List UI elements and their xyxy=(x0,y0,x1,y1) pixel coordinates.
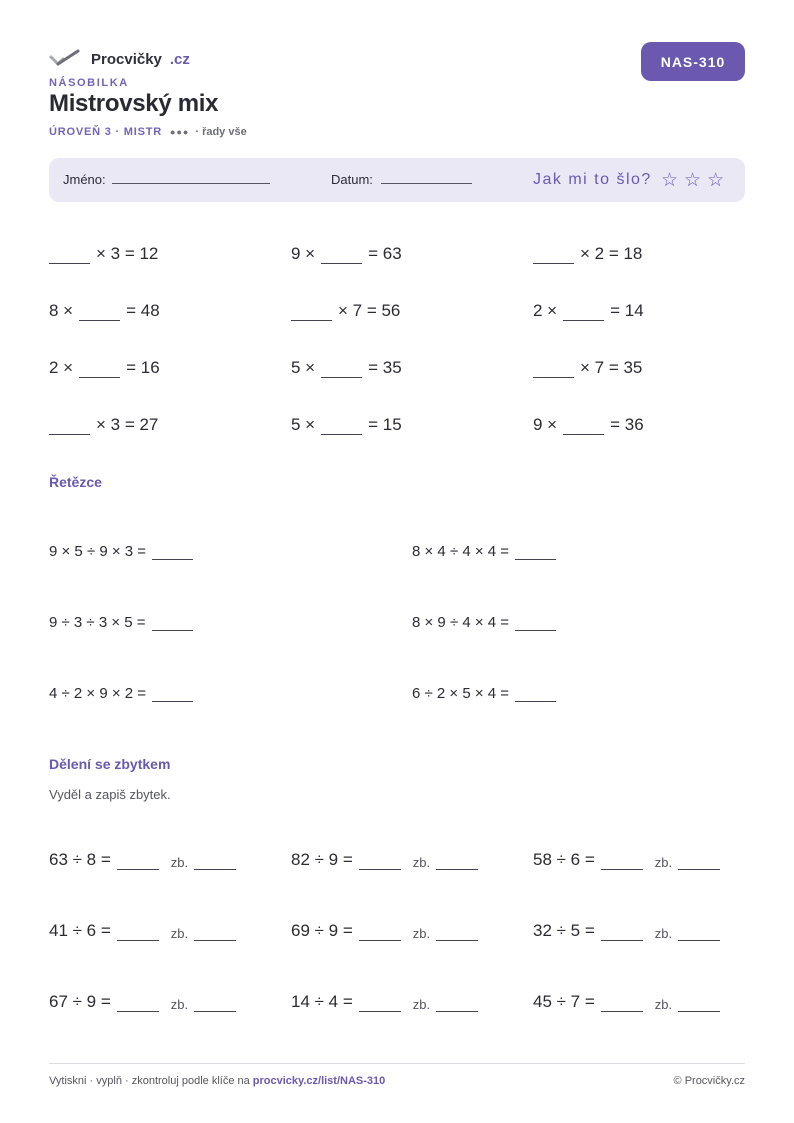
remainder-label: zb. xyxy=(170,855,189,870)
multiplication-problem xyxy=(291,356,402,378)
chain-expression: 8 × 9 ÷ 4 × 4 = xyxy=(412,614,510,631)
answer-blank[interactable] xyxy=(79,303,120,321)
problem-right: = 63 xyxy=(368,244,402,263)
answer-blank[interactable] xyxy=(49,246,90,264)
problem-right: × 7 = 56 xyxy=(338,301,401,320)
division-problem xyxy=(533,990,726,1012)
problem-right: × 3 = 27 xyxy=(96,415,159,434)
answer-blank[interactable] xyxy=(533,360,574,378)
division-problem xyxy=(49,919,242,941)
multiplication-problem xyxy=(533,356,642,378)
quotient-blank[interactable] xyxy=(601,923,643,941)
chain-expression: 4 ÷ 2 × 9 × 2 = xyxy=(49,685,147,702)
answer-blank[interactable] xyxy=(152,542,193,560)
chain-problem xyxy=(49,540,199,560)
chain-problem xyxy=(412,682,562,702)
remainder-label: zb. xyxy=(654,926,673,941)
answer-blank[interactable] xyxy=(515,542,556,560)
answer-blank[interactable] xyxy=(152,613,193,631)
quotient-blank[interactable] xyxy=(117,852,159,870)
footer-link[interactable]: procvicky.cz/list/NAS-310 xyxy=(252,1075,386,1087)
answer-blank[interactable] xyxy=(321,417,362,435)
division-problem xyxy=(49,990,242,1012)
worksheet-code-badge: NAS-310 xyxy=(641,42,745,81)
problem-right: = 14 xyxy=(610,301,644,320)
answer-blank[interactable] xyxy=(291,303,332,321)
page-title: Mistrovský mix xyxy=(49,90,219,117)
remainder-label: zb. xyxy=(412,926,431,941)
problem-right: × 3 = 12 xyxy=(96,244,159,263)
remainder-label: zb. xyxy=(170,926,189,941)
division-problem xyxy=(291,919,484,941)
chain-problem xyxy=(49,682,199,702)
remainder-label: zb. xyxy=(412,855,431,870)
answer-blank[interactable] xyxy=(515,613,556,631)
footer-copyright: © Procvičky.cz xyxy=(673,1075,745,1087)
division-expression: 14 ÷ 4 = xyxy=(291,992,353,1011)
problem-left: 9 × xyxy=(533,415,558,434)
problem-right: = 16 xyxy=(126,358,160,377)
division-problem xyxy=(533,919,726,941)
remainder-blank[interactable] xyxy=(436,923,478,941)
quotient-blank[interactable] xyxy=(359,852,401,870)
problem-right: = 15 xyxy=(368,415,402,434)
logo-tld: .cz xyxy=(169,50,190,68)
remainder-blank[interactable] xyxy=(194,994,236,1012)
footer-note xyxy=(49,1075,385,1087)
answer-blank[interactable] xyxy=(563,417,604,435)
quotient-blank[interactable] xyxy=(359,994,401,1012)
problem-left: 9 × xyxy=(291,244,316,263)
answer-blank[interactable] xyxy=(79,360,120,378)
problem-right: × 2 = 18 xyxy=(580,244,643,263)
remainder-blank[interactable] xyxy=(436,994,478,1012)
division-expression: 69 ÷ 9 = xyxy=(291,921,353,940)
remainder-label: zb. xyxy=(654,997,673,1012)
level-label: ÚROVEŇ 3 · MISTR xyxy=(49,126,163,138)
division-section-title: Dělení se zbytkem xyxy=(49,756,171,772)
division-problem xyxy=(291,990,484,1012)
chain-problem xyxy=(412,540,562,560)
chain-expression: 6 ÷ 2 × 5 × 4 = xyxy=(412,685,510,702)
multiplication-problem xyxy=(291,413,402,435)
multiplication-problem xyxy=(533,242,642,264)
problem-right: = 35 xyxy=(368,358,402,377)
division-problem xyxy=(533,848,726,870)
multiplication-problem xyxy=(291,242,402,264)
remainder-blank[interactable] xyxy=(194,852,236,870)
problem-right: × 7 = 35 xyxy=(580,358,643,377)
problem-left: 5 × xyxy=(291,415,316,434)
division-expression: 58 ÷ 6 = xyxy=(533,850,595,869)
division-expression: 67 ÷ 9 = xyxy=(49,992,111,1011)
division-expression: 32 ÷ 5 = xyxy=(533,921,595,940)
multiplication-problem xyxy=(49,356,160,378)
quotient-blank[interactable] xyxy=(601,852,643,870)
name-field[interactable] xyxy=(112,183,270,184)
quotient-blank[interactable] xyxy=(117,923,159,941)
multiplication-problem xyxy=(49,299,160,321)
multiplication-problem xyxy=(533,299,644,321)
multiplication-problem xyxy=(291,299,400,321)
problem-left: 2 × xyxy=(533,301,558,320)
category-label: NÁSOBILKA xyxy=(49,77,129,89)
problem-left: 2 × xyxy=(49,358,74,377)
problem-left: 5 × xyxy=(291,358,316,377)
logo-name: Procvičky xyxy=(91,50,162,68)
chain-expression: 9 × 5 ÷ 9 × 3 = xyxy=(49,543,147,560)
division-expression: 45 ÷ 7 = xyxy=(533,992,595,1011)
problem-right: = 48 xyxy=(126,301,160,320)
division-expression: 82 ÷ 9 = xyxy=(291,850,353,869)
footer-note-text: Vytiskni · vyplň · zkontroluj podle klíče na xyxy=(49,1075,250,1087)
logo xyxy=(49,48,190,70)
problem-right: = 36 xyxy=(610,415,644,434)
name-label: Jméno: xyxy=(63,172,106,187)
remainder-label: zb. xyxy=(412,997,431,1012)
rows-label: · řady vše xyxy=(195,126,247,138)
level-line xyxy=(49,126,247,138)
division-expression: 63 ÷ 8 = xyxy=(49,850,111,869)
division-expression: 41 ÷ 6 = xyxy=(49,921,111,940)
chain-expression: 9 ÷ 3 ÷ 3 × 5 = xyxy=(49,614,146,631)
answer-blank[interactable] xyxy=(152,684,193,702)
multiplication-problem xyxy=(533,413,644,435)
chain-problem xyxy=(49,611,199,631)
date-field[interactable] xyxy=(381,183,472,184)
remainder-label: zb. xyxy=(654,855,673,870)
quotient-blank[interactable] xyxy=(601,994,643,1012)
quotient-blank[interactable] xyxy=(359,923,401,941)
checkmark-logo-icon xyxy=(49,48,81,70)
answer-blank[interactable] xyxy=(321,246,362,264)
multiplication-problem xyxy=(49,242,158,264)
remainder-label: zb. xyxy=(170,997,189,1012)
quotient-blank[interactable] xyxy=(117,994,159,1012)
chains-section-title: Řetězce xyxy=(49,474,102,490)
multiplication-problem xyxy=(49,413,158,435)
division-problem xyxy=(49,848,242,870)
division-problem xyxy=(291,848,484,870)
division-instruction: Vyděl a zapiš zbytek. xyxy=(49,787,171,802)
level-dots: ●●● xyxy=(170,127,190,137)
answer-blank[interactable] xyxy=(563,303,604,321)
answer-blank[interactable] xyxy=(515,684,556,702)
remainder-blank[interactable] xyxy=(678,852,720,870)
rating-stars-icon[interactable]: ☆☆☆ xyxy=(661,170,731,191)
chain-problem xyxy=(412,611,562,631)
answer-blank[interactable] xyxy=(321,360,362,378)
rating-label: Jak mi to šlo? xyxy=(533,171,652,188)
remainder-blank[interactable] xyxy=(678,994,720,1012)
remainder-blank[interactable] xyxy=(436,852,478,870)
answer-blank[interactable] xyxy=(49,417,90,435)
problem-left: 8 × xyxy=(49,301,74,320)
chain-expression: 8 × 4 ÷ 4 × 4 = xyxy=(412,543,510,560)
footer-divider xyxy=(49,1063,745,1064)
remainder-blank[interactable] xyxy=(194,923,236,941)
date-label: Datum: xyxy=(331,172,373,187)
remainder-blank[interactable] xyxy=(678,923,720,941)
answer-blank[interactable] xyxy=(533,246,574,264)
